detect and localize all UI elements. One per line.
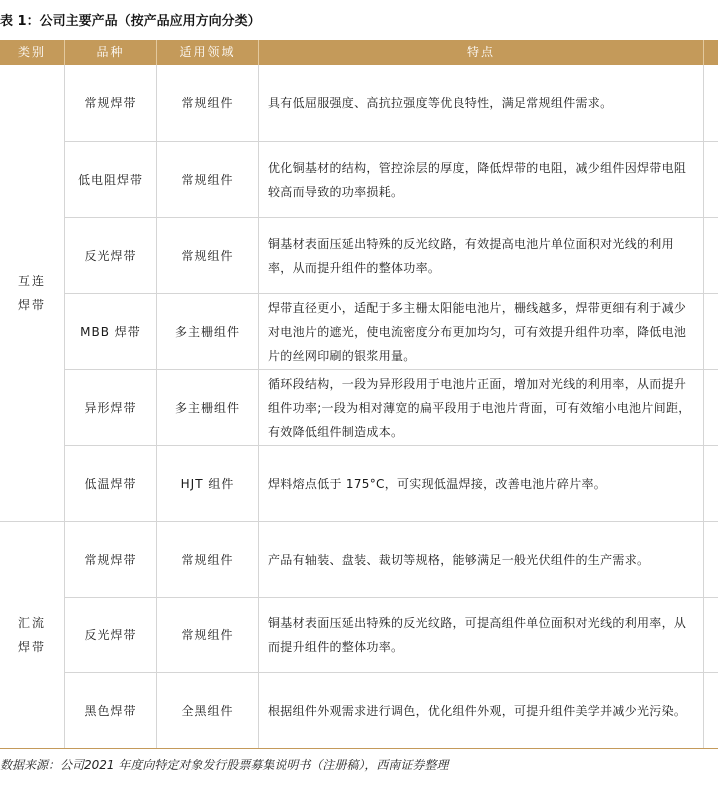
field-cell: 多主栅组件: [174, 400, 240, 415]
header-category: 类别: [17, 45, 46, 59]
features-cell: 铜基材表面压延出特殊的反光纹路，有效提高电池片单位面积对光线的利用率，从而提升组件的整体功率。: [268, 236, 674, 275]
features-cell: 产品有轴装、盘装、裁切等规格，能够满足一般光伏组件的生产需求。: [268, 552, 650, 567]
field-cell: 多主栅组件: [174, 324, 240, 339]
product-cell: 低电阻焊带: [77, 172, 143, 187]
field-cell: 常规组件: [181, 96, 234, 110]
features-cell: 焊带直径更小，适配于多主栅太阳能电池片，栅线越多，焊带更细有利于减少对电池片的遮光，使电流密度分布更加均匀，可有效提升组件功率，降低电池片的丝网印刷的银浆用量。: [268, 300, 687, 363]
product-cell: 低温焊带: [84, 476, 137, 491]
category-interconnect: 互连焊带: [18, 274, 47, 312]
table-header: [0, 40, 718, 65]
product-cell: 反光焊带: [84, 248, 137, 263]
field-cell: 常规组件: [181, 248, 234, 263]
data-source-note: 数据来源：公司2021 年度向特定对象发行股票募集说明书（注册稿），西南证券整理: [0, 758, 449, 772]
table-caption: 表 1：公司主要产品（按产品应用方向分类）: [0, 14, 261, 29]
product-cell: 反光焊带: [84, 628, 137, 642]
features-cell: 铜基材表面压延出特殊的反光纹路，可提高组件单位面积对光线的利用率，从而提升组件的整体功率。: [268, 616, 687, 654]
category-busbar: 汇流焊带: [18, 616, 47, 654]
field-cell: 常规组件: [181, 172, 234, 187]
features-cell: 焊料熔点低于 175°C，可实现低温焊接，改善电池片碎片率。: [268, 476, 607, 491]
features-cell: 具有低屈服强度、高抗拉强度等优良特性，满足常规组件需求。: [268, 96, 613, 110]
header-field: 适用领域: [179, 45, 236, 59]
features-cell: 根据组件外观需求进行调色，优化组件外观，可提升组件美学并减少光污染。: [268, 703, 687, 718]
features-cell: 循环段结构，一段为异形段用于电池片正面，增加对光线的利用率，从而提升组件功率;一段为相对薄宽的扁平段用于电池片背面，可有效缩小电池片间距，有效降低组件制造成本。: [268, 376, 691, 439]
field-cell: HJT 组件: [180, 476, 235, 491]
features-cell: 优化铜基材的结构，管控涂层的厚度，降低焊带的电阻，减少组件因焊带电阻较高而导致的功率损耗。: [268, 160, 687, 199]
product-cell: 异形焊带: [84, 400, 137, 415]
header-product: 品种: [96, 45, 125, 59]
product-cell: MBB 焊带: [80, 324, 141, 339]
product-cell: 黑色焊带: [84, 703, 137, 718]
product-cell: 常规焊带: [84, 96, 137, 110]
field-cell: 全黑组件: [181, 703, 234, 718]
field-cell: 常规组件: [181, 552, 234, 567]
table-bottom-rule: [0, 748, 718, 749]
header-features: 特点: [466, 45, 495, 59]
field-cell: 常规组件: [181, 628, 234, 642]
product-cell: 常规焊带: [84, 552, 137, 567]
